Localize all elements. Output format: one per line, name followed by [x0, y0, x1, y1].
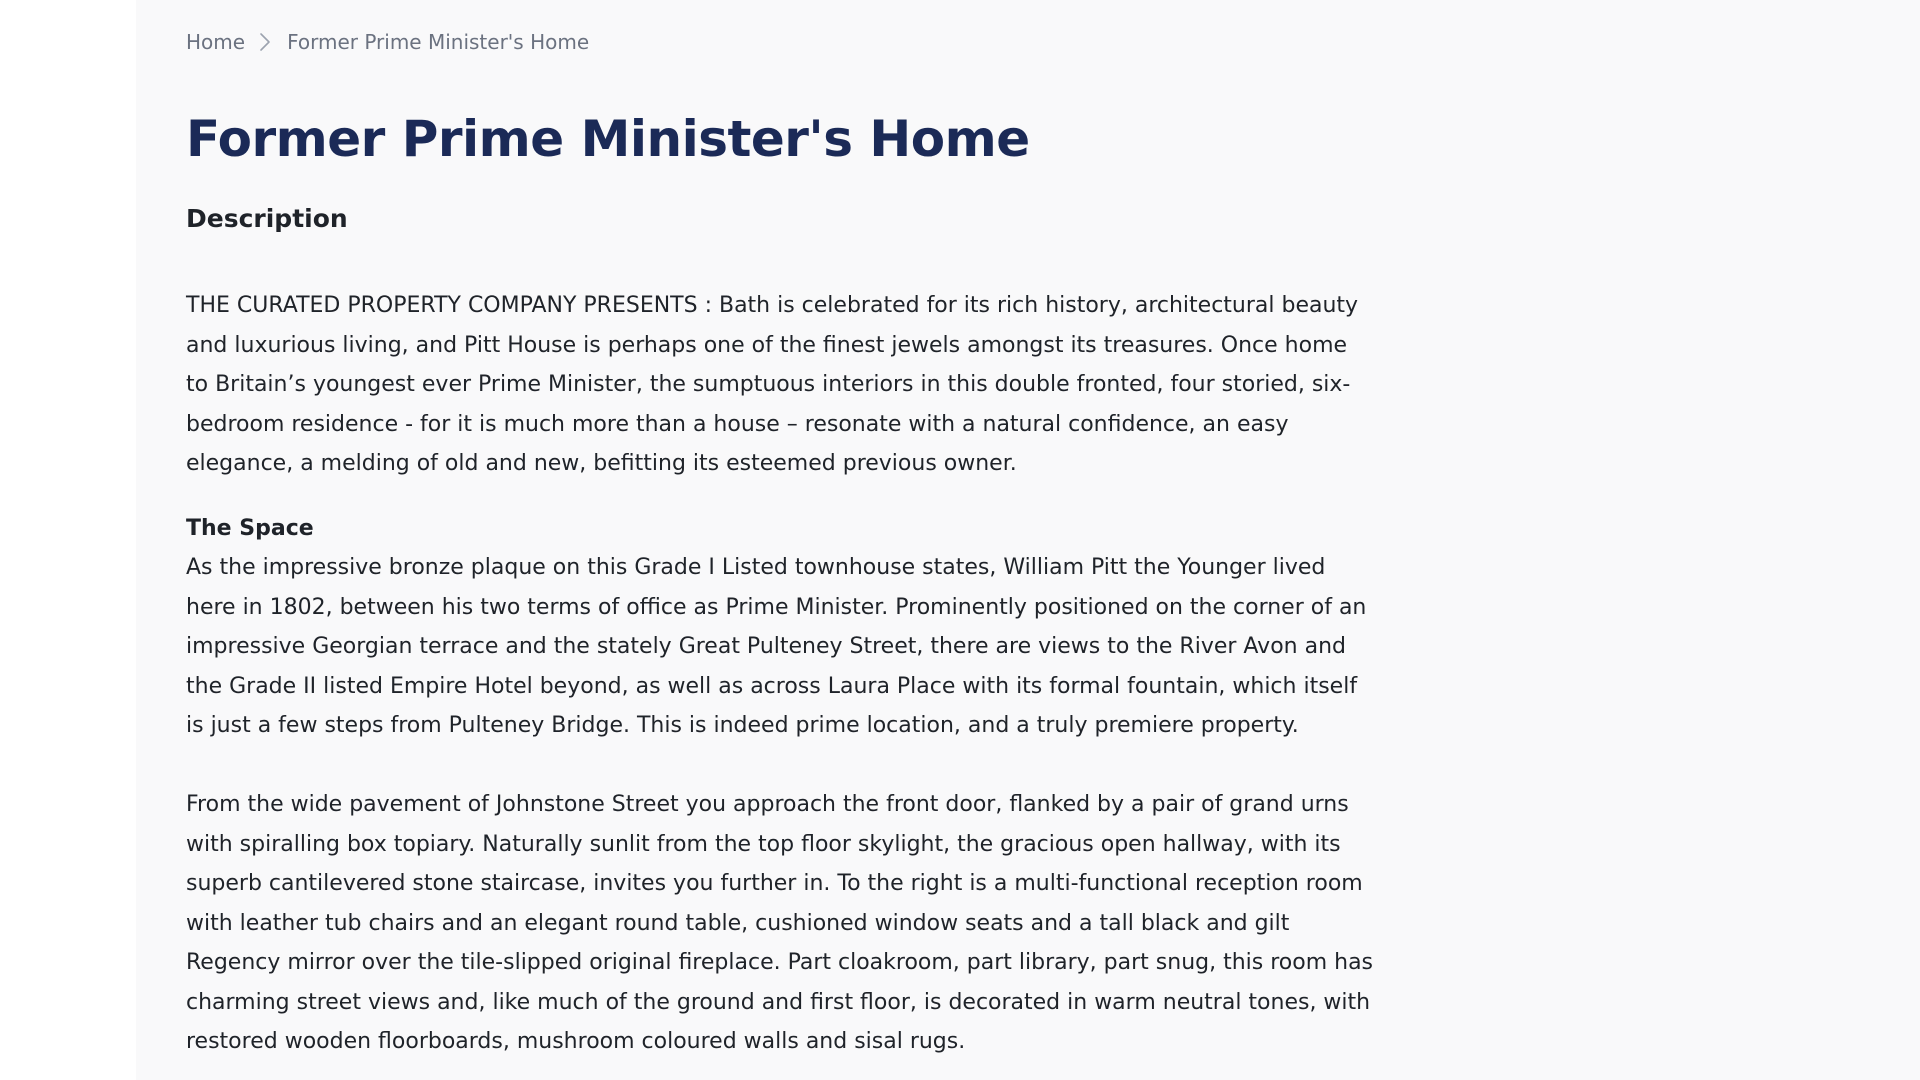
breadcrumb-current: Former Prime Minister's Home	[287, 30, 590, 54]
breadcrumb-home-link[interactable]: Home	[186, 30, 246, 54]
page-title: Former Prime Minister's Home	[186, 110, 1030, 168]
chevron-right-icon	[259, 32, 271, 52]
space-section	[186, 509, 1376, 746]
space-heading: The Space	[186, 515, 314, 541]
description-heading: Description	[186, 204, 348, 233]
page-main	[136, 0, 1920, 1080]
space-text: As the impressive bronze plaque on this Grade I Listed townhouse states, William Pitt the Younger lived here in 1802, between his two terms of office as Prime Minister. Prominently positioned on the corner of an impressive Georgian terrace and the stately Great Pulteney Street, there are views to the River Avon and the Grade II listed Empire Hotel beyond, as well as across Laura Place with its formal fountain, which itself is just a few steps from Pulteney Bridge. This is indeed prime location, and a truly premiere property.	[186, 555, 1367, 738]
description-intro: THE CURATED PROPERTY COMPANY PRESENTS : Bath is celebrated for its rich history, architectural beauty and luxurious living, and Pitt House is perhaps one of the finest jewels amongst its treasures. Once home to Britain’s youngest ever Prime Minister, the sumptuous interiors in this double fronted, four storied, six-bedroom residence - for it is much more than a house – resonate with a natural confidence, an easy elegance, a melding of old and new, befitting its esteemed previous owner.	[186, 293, 1359, 476]
breadcrumb	[186, 30, 589, 54]
approach-text: From the wide pavement of Johnstone Street you approach the front door, flanked by a pair of grand urns with spiralling box topiary. Naturally sunlit from the top floor skylight, the gracious open hallway, with its superb cantilevered stone staircase, invites you further in. To the right is a multi-functional reception room with leather tub chairs and an elegant round table, cushioned window seats and a tall black and gilt Regency mirror over the tile-slipped original fireplace. Part cloakroom, part library, part snug, this room has charming street views and, like much of the ground and first floor, is decorated in warm neutral tones, with restored wooden floorboards, mushroom coloured walls and sisal rugs.	[186, 792, 1374, 1054]
description-body	[186, 286, 1376, 1062]
